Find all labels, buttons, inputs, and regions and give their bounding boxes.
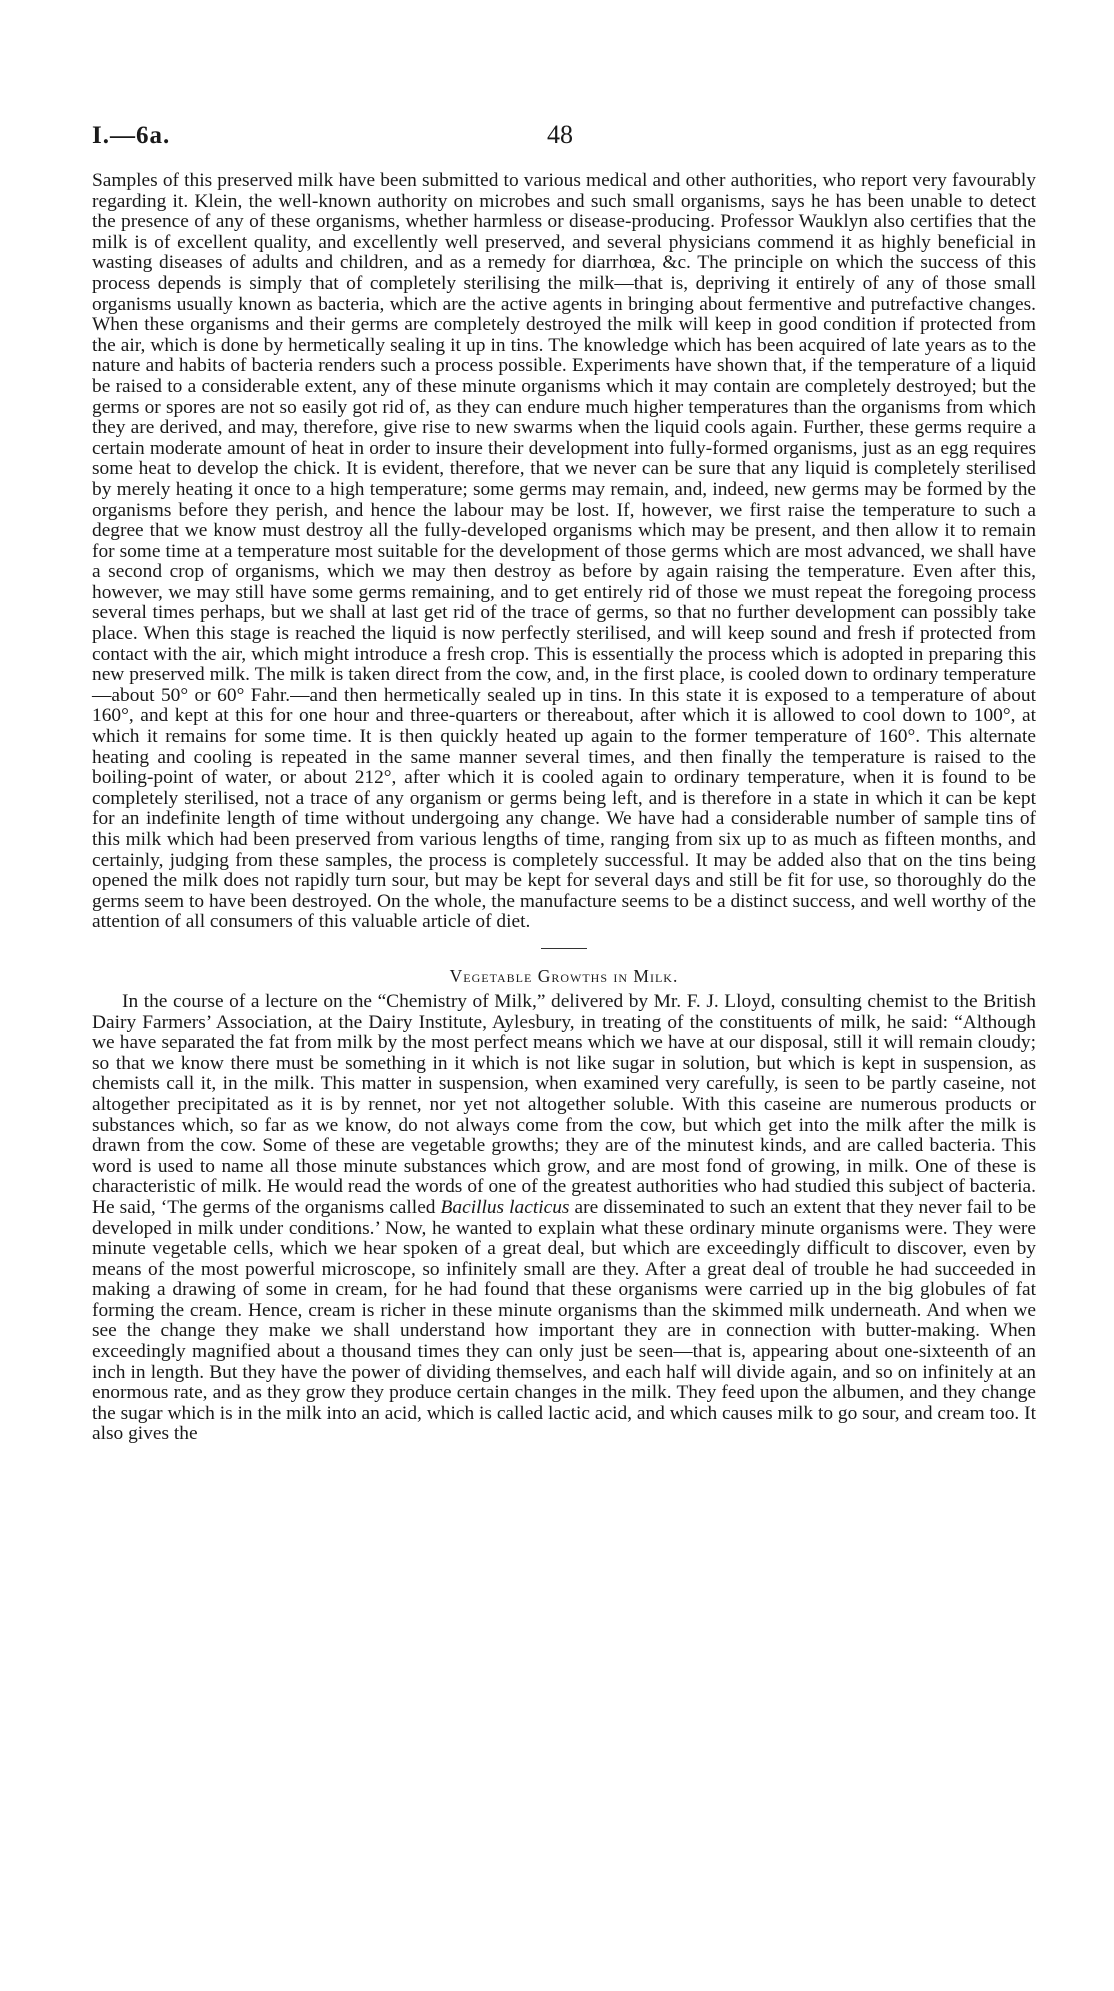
section-divider — [541, 948, 587, 949]
paragraph-text-part-2: are disseminated to such an extent that they never fail to be developed in milk under conditions.’ Now, he wanted to explain what these ordinary minute organisms were. They were minute vegetable cells, which we hear spoken of a great deal, but which are exceedingly difficult to discover, even by means of the most powerful microscope, so infinitely small are they. After a great deal of trouble he had succeeded in making a drawing of some in cream, for he had found that these organisms were carried up in the big globules of fat forming the cream. Hence, cream is richer in these minute organisms than the skimmed milk underneath. And when we see the change they make we shall understand how important they are in connection with butter-making. When exceedingly magnified about a thousand times they can only just be seen—that is, appearing about one-sixteenth of an inch in length. But they have the power of dividing themselves, and each half will divide again, and so on infinitely at an enormous rate, and as they grow they produce certain changes in the milk. They feed upon the albumen, and they change the sugar which is in the milk into an acid, which is called lactic acid, and which causes milk to go sour, and cream too. It also gives the — [92, 1196, 1036, 1445]
body-paragraph-preserved-milk: Samples of this preserved milk have been submitted to various medical and other authorities, who report very favourably regarding it. Klein, the well-known authority on microbes and such small organisms, says he has been unable to detect the presence of any of these organisms, whether harmless or disease-producing. Professor Wauklyn also certifies that the milk is of excellent quality, and excellently well preserved, and several physicians commend it as highly beneficial in wasting diseases of adults and children, and as a remedy for diarrhœa, &c. The principle on which the success of this process depends is simply that of completely sterilising the milk—that is, depriving it entirely of any of those small organisms usually known as bacteria, which are the active agents in bringing about fermentive and putrefactive changes. When these organisms and their germs are completely destroyed the milk will keep in good condition if protected from the air, which is done by hermetically sealing it up in tins. The knowledge which has been acquired of late years as to the nature and habits of bacteria renders such a process possible. Experiments have shown that, if the temperature of a liquid be raised to a considerable extent, any of these minute organisms which it may contain are completely destroyed; but the germs or spores are not so easily got rid of, as they can endure much higher temperatures than the organisms from which they are derived, and may, therefore, give rise to new swarms when the liquid cools again. Further, these germs require a certain moderate amount of heat in order to insure their development into fully-formed organisms, just as an egg requires some heat to develop the chick. It is evident, therefore, that we never can be sure that any liquid is completely sterilised by merely heating it once to a high temperature; some germs may remain, and, indeed, new germs may be formed by the organisms before they perish, and hence the labour may be lost. If, however, we first raise the temperature to such a degree that we know must destroy all the fully-developed organisms which may be present, and then allow it to remain for some time at a temperature most suitable for the development of those germs which are most advanced, we shall have a second crop of organisms, which we may then destroy as before by again raising the temperature. Even after this, however, we may still have some germs remaining, and to get entirely rid of those we must repeat the foregoing process several times perhaps, but we shall at last get rid of the trace of germs, so that no further development can possibly take place. When this stage is reached the liquid is now perfectly sterilised, and will keep sound and fresh if protected from contact with the air, which might introduce a fresh crop. This is essentially the process which is adopted in preparing this new preserved milk. The milk is taken direct from the cow, and, in the first place, is cooled down to ordinary temperature—about 50° or 60° Fahr.—and then hermetically sealed up in tins. In this state it is exposed to a temperature of about 160°, and kept at this for one hour and three-quarters or thereabout, after which it is allowed to cool down to 100°, at which it remains for some time. It is then quickly heated up again to the former temperature of 160°. This alternate heating and cooling is repeated in the same manner several times, and then finally the temperature is raised to the boiling-point of water, or about 212°, after which it is cooled again to ordinary temperature, when it is found to be completely sterilised, not a trace of any organism or germs being left, and is therefore in a state in which it can be kept for an indefinite length of time without undergoing any change. We have had a considerable number of sample tins of this milk which had been preserved from various lengths of time, ranging from six up to as much as fifteen months, and certainly, judging from these samples, the process is completely successful. It may be added also that on the tins being opened the milk does not rapidly turn sour, but may be kept for several days and still be fit for use, so thoroughly do the germs seem to have been destroyed. On the whole, the manufacture seems to be a distinct success, and well worthy of the attention of all consumers of this valuable article of diet. — [92, 170, 1036, 933]
species-name-italic: Bacillus lacticus — [440, 1196, 570, 1218]
section-heading: Vegetable Growths in Milk. — [449, 965, 679, 986]
page — [92, 0, 1036, 1445]
body-paragraph-vegetable-growths — [92, 992, 1036, 1445]
page-number: 48 — [547, 120, 573, 149]
page-header — [92, 0, 1036, 160]
paragraph-text-part-1: In the course of a lecture on the “Chemistry of Milk,” delivered by Mr. F. J. Lloyd, consulting chemist to the British Dairy Farmers’ Association, at the Dairy Institute, Aylesbury, in treating of the constituents of milk, he said: “Although we have separated the fat from milk by the most perfect means which we have at our disposal, still it will remain cloudy; so that we know there must be something in it which is not like sugar in solution, but which is kept in suspension, as chemists call it, in the milk. This matter in suspension, when examined very carefully, is seen to be partly caseine, not altogether precipitated as it is by rennet, nor yet not altogether soluble. With this caseine are numerous products or substances which, so far as we know, do not always come from the cow, but which get into the milk after the milk is drawn from the cow. Some of these are vegetable growths; they are of the minutest kinds, and are called bacteria. This word is used to name all those minute substances which grow, and are most fond of growing, in milk. One of these is characteristic of milk. He would read the words of one of the greatest authorities who had studied this subject of bacteria. He said, ‘The germs of the organisms called — [92, 990, 1036, 1218]
document-reference: I.—6a. — [92, 122, 171, 149]
